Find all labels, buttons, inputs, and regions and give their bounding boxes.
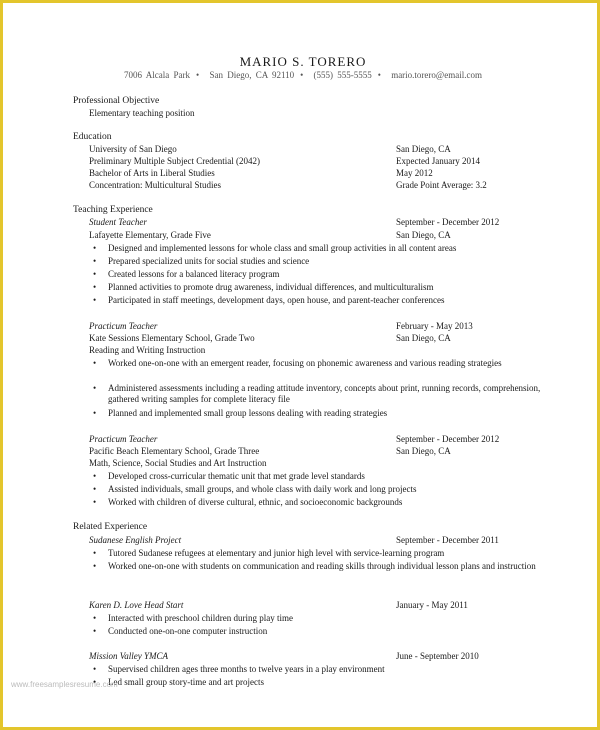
job-dates: September - December 2012 — [396, 217, 500, 227]
bullet-item: • Designed and implemented lessons for whole class and small group activities in all content areas — [108, 243, 456, 254]
job-dates: June - September 2010 — [396, 651, 479, 661]
job-subplace: Reading and Writing Instruction — [89, 345, 206, 355]
edu-left: Concentration: Multicultural Studies — [89, 180, 221, 190]
city: San Diego, CA 92110 — [209, 70, 295, 80]
watermark: www.freesamplesresume.com — [11, 680, 118, 689]
job-location: San Diego, CA — [396, 333, 451, 343]
job-place: Pacific Beach Elementary School, Grade Three — [89, 446, 260, 456]
bullet-item: • Developed cross-curricular thematic unit that met grade level standards — [108, 471, 365, 482]
job-subplace: Math, Science, Social Studies and Art Instruction — [89, 458, 267, 468]
bullet-item: • Worked one-on-one with students on communication and reading skills through individual lesson plans and instruction — [108, 561, 548, 572]
related-heading: Related Experience — [73, 522, 148, 532]
bullet-item: • Interacted with preschool children during play time — [108, 613, 293, 624]
bullet-item: • Participated in staff meetings, development days, open house, and parent-teacher conferences — [108, 295, 444, 306]
job-role: Karen D. Love Head Start — [89, 600, 184, 610]
objective-heading: Professional Objective — [73, 96, 160, 106]
job-role: Mission Valley YMCA — [89, 651, 168, 661]
job-dates: February - May 2013 — [396, 321, 473, 331]
address: 7006 Alcala Park — [124, 70, 191, 80]
edu-right: San Diego, CA — [396, 144, 451, 154]
edu-right: Expected January 2014 — [396, 156, 480, 166]
contact-line: 7006 Alcala Park • San Diego, CA 92110 • (555) 555-5555 • mario.torero@email.com — [124, 70, 482, 80]
job-location: San Diego, CA — [396, 446, 451, 456]
bullet-item: • Tutored Sudanese refugees at elementary and junior high level with service-learning program — [108, 548, 444, 559]
job-dates: September - December 2012 — [396, 434, 500, 444]
edu-right: Grade Point Average: 3.2 — [396, 180, 487, 190]
bullet-item: • Worked one-on-one with an emergent reader, focusing on phonemic awareness and various reading strategies — [108, 358, 548, 369]
education-heading: Education — [73, 132, 112, 142]
job-location: San Diego, CA — [396, 230, 451, 240]
bullet-item: • Administered assessments including a reading attitude inventory, concepts about print, running records, comprehension, gathered writing samples for complete literacy file — [108, 383, 548, 405]
bullet-item: • Conducted one-on-one computer instruction — [108, 626, 267, 637]
resume-name: MARIO S. TORERO — [239, 54, 367, 69]
edu-right: May 2012 — [396, 168, 433, 178]
email: mario.torero@email.com — [391, 70, 482, 80]
phone: (555) 555-5555 — [313, 70, 372, 80]
job-place: Kate Sessions Elementary School, Grade Two — [89, 333, 255, 343]
job-place: Lafayette Elementary, Grade Five — [89, 230, 211, 240]
job-role: Sudanese English Project — [89, 535, 182, 545]
edu-left: Preliminary Multiple Subject Credential (2042) — [89, 156, 260, 166]
job-role: Practicum Teacher — [89, 434, 158, 444]
job-role: Student Teacher — [89, 217, 147, 227]
bullet-item: • Created lessons for a balanced literacy program — [108, 269, 279, 280]
objective-text: Elementary teaching position — [89, 108, 195, 118]
bullet-item: • Prepared specialized units for social studies and science — [108, 256, 309, 267]
edu-left: Bachelor of Arts in Liberal Studies — [89, 168, 215, 178]
job-dates: September - December 2011 — [396, 535, 499, 545]
bullet-item: • Led small group story-time and art projects — [108, 677, 264, 688]
bullet-item: • Worked with children of diverse cultural, ethnic, and socioeconomic backgrounds — [108, 497, 402, 508]
bullet-item: • Supervised children ages three months to twelve years in a play environment — [108, 664, 385, 675]
teaching-heading: Teaching Experience — [73, 205, 153, 215]
job-dates: January - May 2011 — [396, 600, 468, 610]
bullet-item: • Assisted individuals, small groups, and whole class with daily work and long projects — [108, 484, 416, 495]
bullet-item: • Planned activities to promote drug awareness, individual differences, and multiculturalism — [108, 282, 434, 293]
bullet-item: • Planned and implemented small group lessons dealing with reading strategies — [108, 408, 387, 419]
edu-left: University of San Diego — [89, 144, 177, 154]
job-role: Practicum Teacher — [89, 321, 158, 331]
